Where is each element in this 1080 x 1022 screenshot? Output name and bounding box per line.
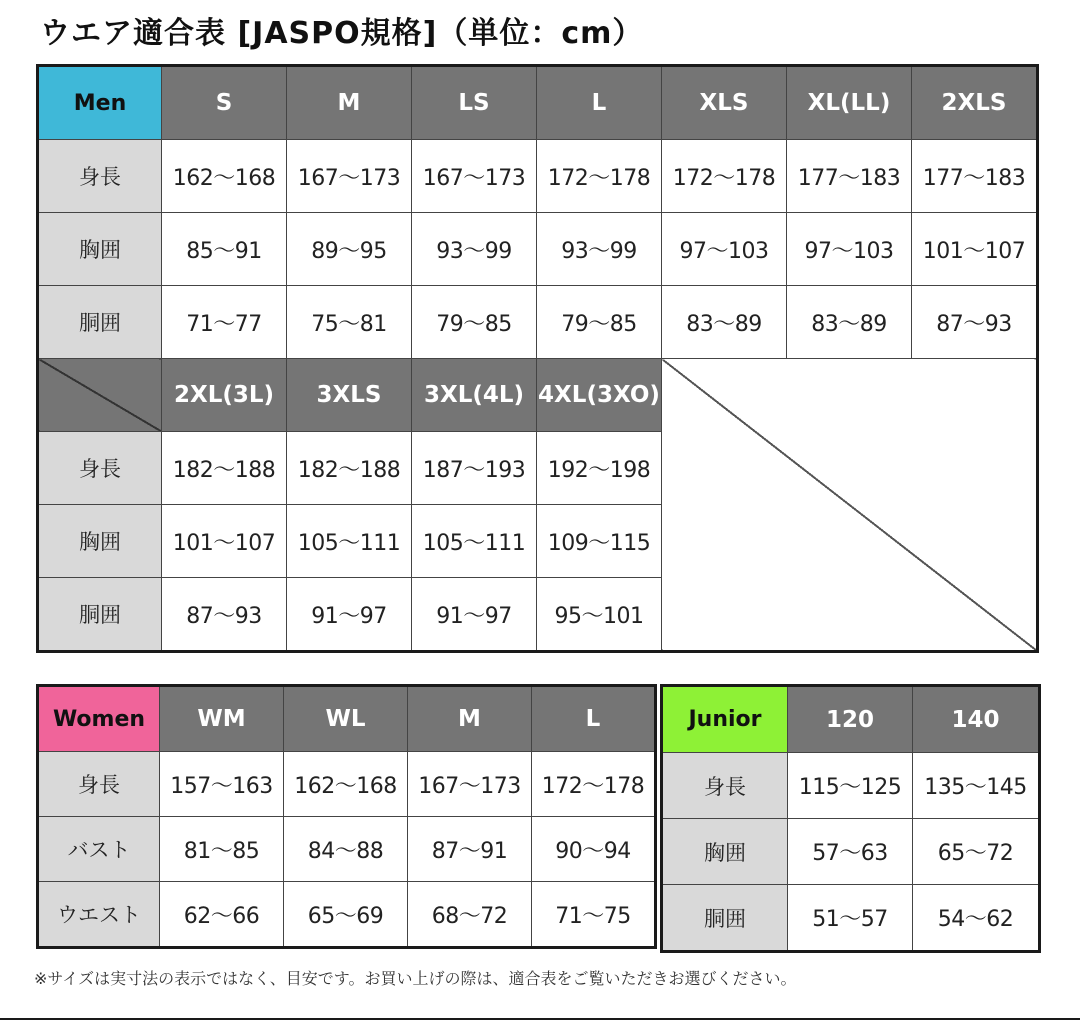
- divider: [0, 1018, 1080, 1020]
- table-cell: 68〜72: [408, 882, 532, 948]
- table-cell: 135〜145: [913, 753, 1040, 819]
- table-cell: 81〜85: [160, 817, 284, 882]
- men-size-header-row: [38, 66, 1038, 140]
- size-header: LS: [412, 66, 537, 140]
- junior-size-table: [660, 684, 1041, 953]
- size-header: 3XL(4L): [412, 359, 537, 432]
- table-cell: 167〜173: [287, 140, 412, 213]
- page-title: ウエア適合表 [JASPO規格]（単位：cm）: [40, 16, 644, 51]
- women-category-label: Women: [38, 686, 160, 752]
- table-cell: 172〜178: [662, 140, 787, 213]
- row-label: 身長: [662, 753, 788, 819]
- table-cell: 101〜107: [912, 213, 1038, 286]
- table-cell: 105〜111: [412, 505, 537, 578]
- size-header: L: [537, 66, 662, 140]
- size-header: L: [532, 686, 656, 752]
- table-cell: 192〜198: [537, 432, 662, 505]
- table-cell: 75〜81: [287, 286, 412, 359]
- table-cell: 109〜115: [537, 505, 662, 578]
- table-row: [38, 882, 656, 948]
- row-label: 胸囲: [38, 505, 162, 578]
- diagonal-empty-cell: [662, 359, 1038, 652]
- table-cell: 71〜77: [162, 286, 287, 359]
- row-label: 身長: [38, 140, 162, 213]
- size-header: S: [162, 66, 287, 140]
- table-row: [662, 819, 1040, 885]
- table-cell: 87〜93: [912, 286, 1038, 359]
- junior-category-label: Junior: [662, 686, 788, 753]
- table-cell: 87〜91: [408, 817, 532, 882]
- table-cell: 115〜125: [788, 753, 913, 819]
- table-cell: 162〜168: [284, 752, 408, 817]
- size-header: 2XL(3L): [162, 359, 287, 432]
- table-cell: 83〜89: [662, 286, 787, 359]
- table-cell: 89〜95: [287, 213, 412, 286]
- men-size-table: [36, 64, 1039, 653]
- table-cell: 65〜69: [284, 882, 408, 948]
- table-cell: 167〜173: [408, 752, 532, 817]
- row-label: ウエスト: [38, 882, 160, 948]
- table-cell: 95〜101: [537, 578, 662, 652]
- size-header: WL: [284, 686, 408, 752]
- table-cell: 177〜183: [912, 140, 1038, 213]
- table-cell: 54〜62: [913, 885, 1040, 952]
- table-cell: 85〜91: [162, 213, 287, 286]
- row-label: 胴囲: [662, 885, 788, 952]
- table-cell: 97〜103: [662, 213, 787, 286]
- table-cell: 84〜88: [284, 817, 408, 882]
- diagonal-corner-cell: [38, 359, 162, 432]
- men-size-header-row-2: [38, 359, 1038, 432]
- table-cell: 187〜193: [412, 432, 537, 505]
- size-header: XL(LL): [787, 66, 912, 140]
- row-label: 胴囲: [38, 578, 162, 652]
- size-header: M: [408, 686, 532, 752]
- table-cell: 51〜57: [788, 885, 913, 952]
- table-row: [662, 753, 1040, 819]
- table-cell: 167〜173: [412, 140, 537, 213]
- table-cell: 101〜107: [162, 505, 287, 578]
- row-label: 胸囲: [38, 213, 162, 286]
- women-size-header-row: [38, 686, 656, 752]
- table-cell: 87〜93: [162, 578, 287, 652]
- men-category-label: Men: [38, 66, 162, 140]
- row-label: 胸囲: [662, 819, 788, 885]
- row-label: バスト: [38, 817, 160, 882]
- size-header: M: [287, 66, 412, 140]
- table-cell: 71〜75: [532, 882, 656, 948]
- size-header: WM: [160, 686, 284, 752]
- size-header: XLS: [662, 66, 787, 140]
- size-header: 140: [913, 686, 1040, 753]
- table-row: [38, 286, 1038, 359]
- table-cell: 79〜85: [537, 286, 662, 359]
- table-cell: 97〜103: [787, 213, 912, 286]
- table-cell: 62〜66: [160, 882, 284, 948]
- table-cell: 91〜97: [412, 578, 537, 652]
- table-cell: 162〜168: [162, 140, 287, 213]
- table-cell: 90〜94: [532, 817, 656, 882]
- table-cell: 91〜97: [287, 578, 412, 652]
- table-cell: 172〜178: [537, 140, 662, 213]
- table-cell: 177〜183: [787, 140, 912, 213]
- row-label: 身長: [38, 432, 162, 505]
- size-header: 2XLS: [912, 66, 1038, 140]
- table-cell: 79〜85: [412, 286, 537, 359]
- row-label: 胴囲: [38, 286, 162, 359]
- table-cell: 93〜99: [412, 213, 537, 286]
- table-cell: 172〜178: [532, 752, 656, 817]
- table-cell: 105〜111: [287, 505, 412, 578]
- table-cell: 182〜188: [162, 432, 287, 505]
- table-row: [38, 213, 1038, 286]
- row-label: 身長: [38, 752, 160, 817]
- table-cell: 83〜89: [787, 286, 912, 359]
- table-row: [662, 885, 1040, 952]
- table-row: [38, 752, 656, 817]
- size-header: 3XLS: [287, 359, 412, 432]
- size-header: 4XL(3XO): [537, 359, 662, 432]
- table-row: [38, 140, 1038, 213]
- footnote: ※サイズは実寸法の表示ではなく、目安です。お買い上げの際は、適合表をご覧いただきお選びください。: [34, 969, 797, 988]
- size-header: 120: [788, 686, 913, 753]
- women-size-table: [36, 684, 657, 949]
- junior-size-header-row: [662, 686, 1040, 753]
- table-cell: 182〜188: [287, 432, 412, 505]
- table-cell: 93〜99: [537, 213, 662, 286]
- table-cell: 65〜72: [913, 819, 1040, 885]
- table-cell: 157〜163: [160, 752, 284, 817]
- table-cell: 57〜63: [788, 819, 913, 885]
- table-row: [38, 817, 656, 882]
